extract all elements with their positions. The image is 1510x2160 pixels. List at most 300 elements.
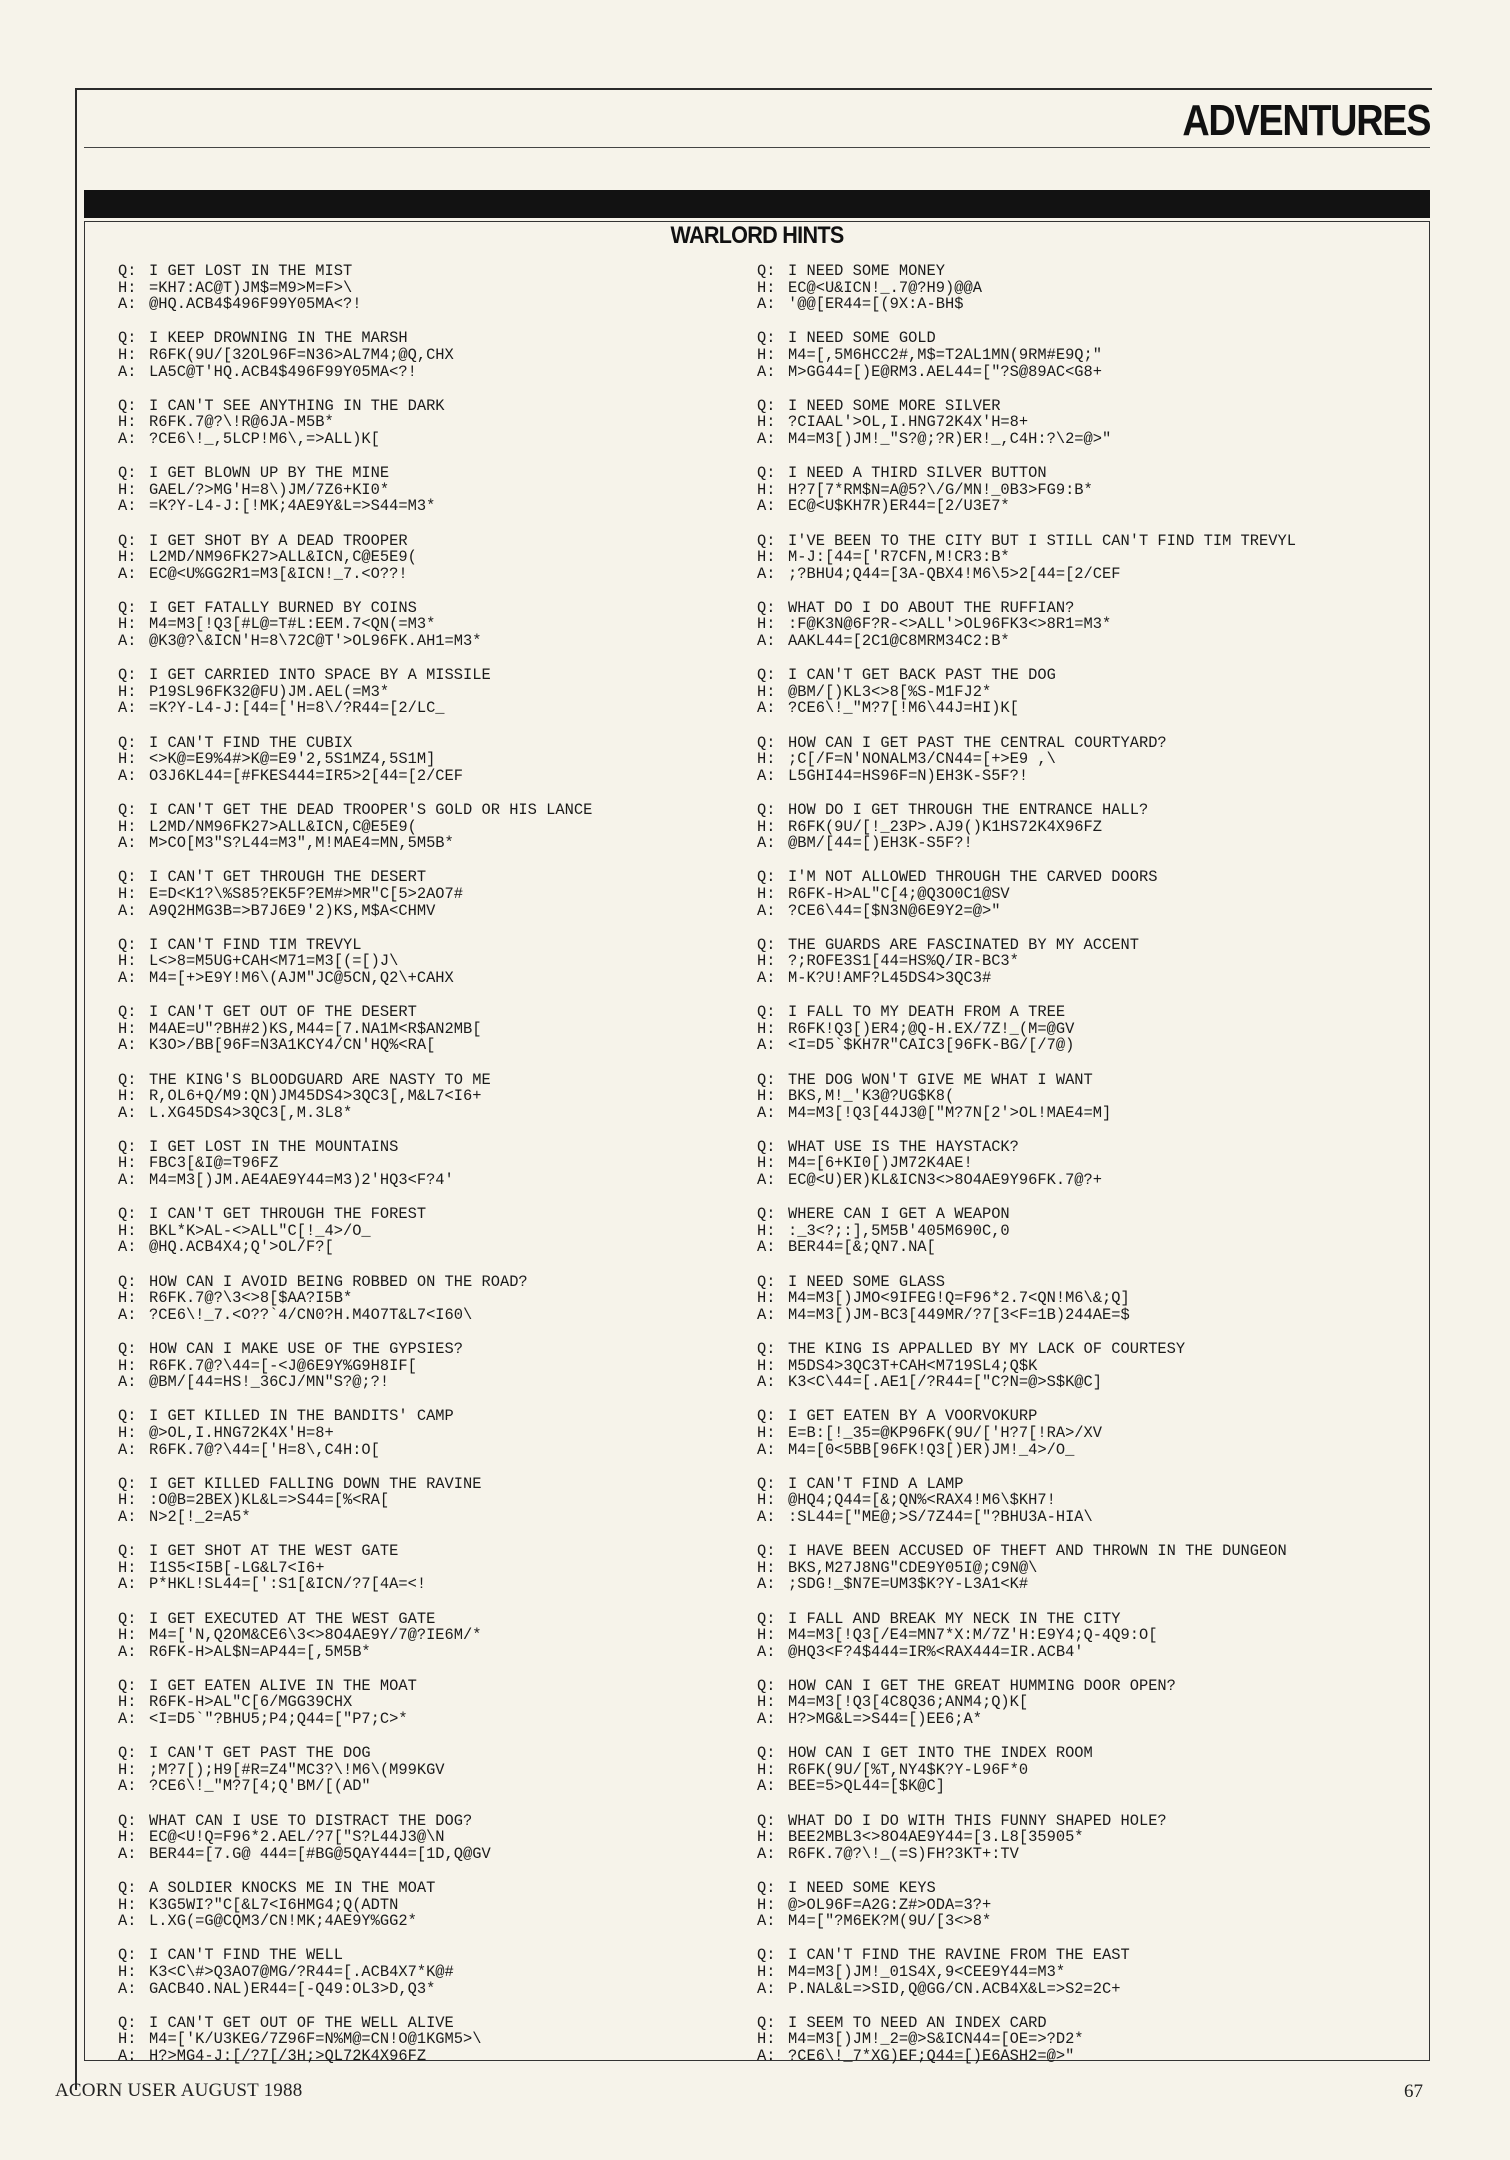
hint-line	[118, 1155, 738, 1172]
hint-line	[118, 280, 738, 297]
hint-line	[757, 684, 1407, 701]
answer-label: A:	[118, 497, 137, 516]
hint-label: H:	[118, 1693, 137, 1712]
hint-text: FBC3[&I@=T96FZ	[149, 1154, 279, 1173]
answer-text: GACB4O.NAL)ER44=[-Q49:OL3>D,Q3*	[149, 1979, 436, 1998]
answer-label: A:	[118, 1373, 137, 1392]
answer-label: A:	[118, 699, 137, 718]
header-black-bar	[84, 190, 1430, 218]
hint-label: H:	[118, 1154, 137, 1173]
question-line	[118, 1476, 738, 1493]
answer-text: L.XG45DS4>3QC3[,M.3L8*	[149, 1103, 353, 1122]
question-label: Q:	[118, 1946, 137, 1965]
question-text: I NEED SOME MONEY	[788, 262, 946, 280]
question-label: Q:	[118, 598, 137, 617]
question-label: Q:	[757, 1609, 776, 1628]
question-label: Q:	[118, 1474, 137, 1493]
answer-line	[757, 1172, 1407, 1189]
hint-entry	[118, 1072, 738, 1122]
hint-text: @>OL,I.HNG72K4X'H=8+	[149, 1423, 334, 1442]
section-title: ADVENTURES	[1182, 96, 1430, 145]
hint-line	[118, 1021, 738, 1038]
answer-text: BEE=5>QL44=[$K@C]	[788, 1777, 946, 1796]
hint-label: H:	[757, 1626, 776, 1645]
answer-line	[118, 296, 738, 313]
answer-label: A:	[757, 968, 776, 987]
hint-text: ?CIAAL'>OL,I.HNG72K4X'H=8+	[788, 413, 1029, 432]
hint-label: H:	[757, 345, 776, 364]
question-line	[118, 1678, 738, 1695]
answer-line	[118, 1644, 738, 1661]
hint-entry	[118, 1678, 738, 1728]
hint-text: R6FK-H>AL"C[6/MGG39CHX	[149, 1693, 353, 1712]
header-rule	[84, 147, 1430, 148]
answer-label: A:	[757, 1171, 776, 1190]
question-label: Q:	[757, 1879, 776, 1897]
hint-label: H:	[757, 750, 776, 769]
hint-label: H:	[118, 480, 137, 499]
hint-text: BKL*K>AL-<>ALL"C[!_4>/O_	[149, 1221, 371, 1240]
question-line	[118, 1947, 738, 1964]
hint-line	[118, 819, 738, 836]
answer-line	[757, 700, 1407, 717]
hint-text: R6FK.7@?\3<>8[$AA?I5B*	[149, 1289, 353, 1308]
answer-line	[118, 700, 738, 717]
hint-line	[118, 751, 738, 768]
question-label: Q:	[757, 464, 776, 483]
question-line	[118, 465, 738, 482]
answer-line	[757, 1239, 1407, 1256]
answer-line	[757, 364, 1407, 381]
hint-entry	[118, 263, 738, 313]
hint-line	[757, 1358, 1407, 1375]
question-label: Q:	[757, 531, 776, 550]
hint-line	[757, 414, 1407, 431]
answer-text: M>GG44=[)E@RM3.AEL44=["?S@89AC<G8+	[788, 362, 1103, 381]
question-label: Q:	[757, 666, 776, 685]
hint-line	[757, 549, 1407, 566]
question-text: HOW CAN I GET THE GREAT HUMMING DOOR OPEN?	[788, 1676, 1176, 1695]
question-text: I SEEM TO NEED AN INDEX CARD	[788, 2013, 1047, 2032]
hint-label: H:	[757, 2030, 776, 2049]
question-text: I'VE BEEN TO THE CITY BUT I STILL CAN'T FIND TIM TREVYL	[788, 531, 1296, 550]
hint-text: R6FK(9U/[32OL96F=N36>AL7M4;@Q,CHX	[149, 345, 454, 364]
hint-line	[757, 1694, 1407, 1711]
question-label: Q:	[757, 1137, 776, 1156]
question-line	[118, 533, 738, 550]
hint-text: ;M?7[);H9[#R=Z4"MC3?\!M6\(M99KGV	[149, 1760, 445, 1779]
hint-line	[118, 1492, 738, 1509]
hint-line	[757, 1290, 1407, 1307]
hint-text: R6FK!Q3[)ER4;@Q-H.EX/7Z!_(M=@GV	[788, 1019, 1075, 1038]
question-text: I FALL TO MY DEATH FROM A TREE	[788, 1003, 1066, 1022]
question-line	[118, 1004, 738, 1021]
question-label: Q:	[757, 1744, 776, 1763]
answer-line	[118, 835, 738, 852]
answer-line	[118, 1509, 738, 1526]
answer-text: L.XG(=G@CQM3/CN!MK;4AE9Y%GG2*	[149, 1912, 417, 1931]
question-text: THE KING'S BLOODGUARD ARE NASTY TO ME	[149, 1070, 491, 1089]
answer-label: A:	[118, 1036, 137, 1055]
question-line	[118, 1543, 738, 1560]
answer-label: A:	[118, 1171, 137, 1190]
hint-entry	[757, 1678, 1407, 1728]
answer-line	[757, 296, 1407, 313]
hint-label: H:	[757, 278, 776, 297]
answer-line	[757, 1981, 1407, 1998]
answer-label: A:	[757, 362, 776, 381]
answer-label: A:	[118, 1103, 137, 1122]
answer-label: A:	[118, 901, 137, 920]
question-text: I CAN'T GET BACK PAST THE DOG	[788, 666, 1056, 685]
answer-line	[757, 1374, 1407, 1391]
hint-text: M4=['N,Q2OM&CE6\3<>8O4AE9Y/7@?IE6M/*	[149, 1626, 482, 1645]
question-label: Q:	[757, 1542, 776, 1561]
answer-text: M4=["?M6EK?M(9U/[3<>8*	[788, 1912, 992, 1931]
answer-line	[757, 1913, 1407, 1930]
answer-label: A:	[757, 1507, 776, 1526]
question-text: I CAN'T FIND THE WELL	[149, 1946, 343, 1965]
hint-entry	[118, 465, 738, 515]
question-text: I GET CARRIED INTO SPACE BY A MISSILE	[149, 666, 491, 685]
question-label: Q:	[757, 1340, 776, 1358]
answer-text: K3<C\44=[.AE1[/?R44=["C?N=@>S$K@C]	[788, 1373, 1103, 1392]
answer-line	[118, 1374, 738, 1391]
question-text: I GET EATEN ALIVE IN THE MOAT	[149, 1676, 417, 1695]
answer-text: ?CE6\!_7*XG)EF;Q44=[)E6ASH2=@>"	[788, 2046, 1075, 2065]
hint-entry	[118, 1947, 738, 1997]
hint-line	[118, 684, 738, 701]
question-line	[757, 667, 1407, 684]
answer-label: A:	[757, 1575, 776, 1594]
hint-line	[757, 347, 1407, 364]
answer-label: A:	[118, 1642, 137, 1661]
hint-label: H:	[118, 615, 137, 634]
hint-line	[757, 1492, 1407, 1509]
question-label: Q:	[118, 1811, 137, 1830]
hint-entry	[118, 600, 738, 650]
hint-text: :O@B=2BEX)KL&L=>S44=[%<RA[	[149, 1491, 390, 1510]
answer-text: R6FK-H>AL$N=AP44=[,5M5B*	[149, 1642, 371, 1661]
question-line	[757, 1341, 1407, 1358]
hint-entry	[118, 1408, 738, 1458]
hint-text: M4=M3[)JMO<9IFEG!Q=F96*2.7<QN!M6\&;Q]	[788, 1289, 1130, 1308]
question-line	[757, 802, 1407, 819]
hint-label: H:	[118, 1558, 137, 1577]
answer-label: A:	[757, 1440, 776, 1459]
answer-text: ?CE6\!_7.<O??`4/CN0?H.M4O7T&L7<I60\	[149, 1305, 473, 1324]
answer-text: '@@[ER44=[(9X:A-BH$	[788, 295, 964, 314]
hint-line	[757, 482, 1407, 499]
answer-text: AAKL44=[2C1@C8MRM34C2:B*	[788, 632, 1010, 651]
question-line	[118, 1072, 738, 1089]
hint-entry	[118, 1004, 738, 1054]
answer-line	[757, 1509, 1407, 1526]
hint-text: R6FK(9U/[!_23P>.AJ9()K1HS72K4X96FZ	[788, 817, 1103, 836]
hint-label: H:	[757, 1087, 776, 1106]
answer-label: A:	[118, 632, 137, 651]
hint-line	[757, 751, 1407, 768]
hint-line	[118, 549, 738, 566]
hint-label: H:	[757, 1760, 776, 1779]
question-line	[118, 1813, 738, 1830]
question-label: Q:	[757, 1070, 776, 1089]
question-text: I CAN'T GET THROUGH THE DESERT	[149, 868, 427, 887]
hint-entry	[757, 1745, 1407, 1795]
hint-line	[757, 886, 1407, 903]
question-text: HOW CAN I GET INTO THE INDEX ROOM	[788, 1744, 1093, 1763]
answer-text: M4=[0<5BB[96FK!Q3[)ER)JM!_4>/O_	[788, 1440, 1075, 1459]
question-line	[118, 2015, 738, 2032]
question-label: Q:	[118, 1272, 137, 1291]
hint-text: M-J:[44=['R7CFN,M!CR3:B*	[788, 548, 1010, 567]
answer-text: ;SDG!_$N7E=UM3$K?Y-L3A1<K#	[788, 1575, 1029, 1594]
question-text: WHAT DO I DO ABOUT THE RUFFIAN?	[788, 598, 1075, 617]
answer-label: A:	[118, 2046, 137, 2065]
question-text: WHAT CAN I USE TO DISTRACT THE DOG?	[149, 1811, 473, 1830]
hint-text: L2MD/NM96FK27>ALL&ICN,C@E5E9(	[149, 548, 417, 567]
question-text: I CAN'T FIND TIM TREVYL	[149, 935, 362, 954]
question-text: HOW CAN I AVOID BEING ROBBED ON THE ROAD?	[149, 1272, 528, 1291]
answer-label: A:	[757, 1305, 776, 1324]
question-text: I NEED A THIRD SILVER BUTTON	[788, 464, 1047, 483]
question-text: HOW CAN I GET PAST THE CENTRAL COURTYARD?	[788, 733, 1167, 752]
hint-label: H:	[757, 480, 776, 499]
answer-label: A:	[757, 1979, 776, 1998]
hint-label: H:	[757, 1491, 776, 1510]
hint-text: K3G5WI?"C[&L7<I6HMG4;Q(ADTN	[149, 1895, 399, 1914]
answer-line	[118, 1239, 738, 1256]
answer-label: A:	[757, 295, 776, 314]
answer-label: A:	[118, 295, 137, 314]
answer-line	[118, 566, 738, 583]
hint-line	[757, 953, 1407, 970]
question-label: Q:	[118, 2013, 137, 2032]
question-label: Q:	[118, 1137, 137, 1156]
question-label: Q:	[118, 733, 137, 752]
question-label: Q:	[118, 666, 137, 685]
answer-line	[757, 903, 1407, 920]
answer-text: ;?BHU4;Q44=[3A-QBX4!M6\5>2[44=[2/CEF	[788, 564, 1121, 583]
hint-entry	[118, 1341, 738, 1391]
hint-line	[118, 1223, 738, 1240]
hint-entry	[118, 1543, 738, 1593]
question-line	[757, 1476, 1407, 1493]
question-text: HOW DO I GET THROUGH THE ENTRANCE HALL?	[788, 801, 1149, 819]
answer-line	[757, 566, 1407, 583]
hint-line	[118, 886, 738, 903]
hint-text: M4=M3[!Q3[#L@=T#L:EEM.7<QN(=M3*	[149, 615, 436, 634]
hint-entry	[757, 667, 1407, 717]
hint-text: P19SL96FK32@FU)JM.AEL(=M3*	[149, 682, 390, 701]
hint-line	[118, 1964, 738, 1981]
page-number: 67	[1404, 2081, 1423, 2102]
answer-label: A:	[757, 1912, 776, 1931]
hints-column-right	[757, 263, 1407, 2082]
question-line	[118, 1274, 738, 1291]
hint-text: ;C[/F=N'NONALM3/CN44=[+>E9 ,\	[788, 750, 1056, 769]
hint-line	[118, 482, 738, 499]
hint-line	[118, 1560, 738, 1577]
answer-line	[118, 903, 738, 920]
hint-entry	[757, 802, 1407, 852]
question-label: Q:	[118, 1744, 137, 1763]
answer-text: =K?Y-L4-J:[!MK;4AE9Y&L=>S44=M3*	[149, 497, 436, 516]
answer-text: @K3@?\&ICN'H=8\72C@T'>OL96FK.AH1=M3*	[149, 632, 482, 651]
question-line	[757, 937, 1407, 954]
article-title: WARLORD HINTS	[670, 222, 844, 249]
hint-label: H:	[757, 1962, 776, 1981]
hint-text: M4=M3[!Q3[4C8Q36;ANM4;Q)K[	[788, 1693, 1029, 1712]
answer-text: M-K?U!AMF?L45DS4>3QC3#	[788, 968, 992, 987]
hint-line	[118, 616, 738, 633]
hint-entry	[757, 1813, 1407, 1863]
hint-line	[757, 1560, 1407, 1577]
question-line	[757, 1543, 1407, 1560]
answer-text: :SL44=["ME@;>S/7Z44=["?BHU3A-HIA\	[788, 1507, 1093, 1526]
question-label: Q:	[757, 1407, 776, 1426]
answer-label: A:	[118, 1844, 137, 1863]
answer-label: A:	[757, 1777, 776, 1796]
question-line	[118, 330, 738, 347]
question-line	[757, 1611, 1407, 1628]
answer-label: A:	[757, 2046, 776, 2065]
answer-line	[118, 1711, 738, 1728]
hint-label: H:	[118, 1423, 137, 1442]
answer-label: A:	[118, 1440, 137, 1459]
answer-label: A:	[757, 901, 776, 920]
hint-text: M4=[6+KI0[)JM72K4AE!	[788, 1154, 973, 1173]
hint-entry	[757, 869, 1407, 919]
hint-entry	[757, 1611, 1407, 1661]
hint-text: L2MD/NM96FK27>ALL&ICN,C@E5E9(	[149, 817, 417, 836]
answer-text: @HQ.ACB4X4;Q'>OL/F?[	[149, 1238, 334, 1257]
answer-label: A:	[118, 1507, 137, 1526]
question-label: Q:	[118, 1407, 137, 1426]
hint-text: R6FK-H>AL"C[4;@Q3O0C1@SV	[788, 884, 1010, 903]
question-label: Q:	[757, 2013, 776, 2032]
answer-line	[757, 835, 1407, 852]
hint-label: H:	[757, 1895, 776, 1914]
hint-line	[757, 1223, 1407, 1240]
hint-label: H:	[757, 413, 776, 432]
question-text: I GET SHOT BY A DEAD TROOPER	[149, 531, 408, 550]
hint-text: M4=M3[)JM!_01S4X,9<CEE9Y44=M3*	[788, 1962, 1066, 1981]
question-label: Q:	[118, 1676, 137, 1695]
hint-entry	[757, 1408, 1407, 1458]
hint-line	[118, 414, 738, 431]
question-text: I NEED SOME GLASS	[788, 1272, 946, 1291]
hint-entry	[118, 802, 738, 852]
hint-text: BKS,M!_'K3@?UG$K8(	[788, 1087, 955, 1106]
answer-text: BER44=[7.G@ 444=[#BG@5QAY444=[1D,Q@GV	[149, 1844, 491, 1863]
hint-label: H:	[757, 1356, 776, 1375]
hint-text: =KH7:AC@T)JM$=M9>M=F>\	[149, 278, 353, 297]
answer-text: O3J6KL44=[#FKES444=IR5>2[44=[2/CEF	[149, 766, 464, 785]
hint-text: E=D<K1?\%S85?EK5F?EM#>MR"C[5>2AO7#	[149, 884, 464, 903]
answer-label: A:	[118, 1979, 137, 1998]
question-label: Q:	[757, 1272, 776, 1291]
hint-entry	[118, 1880, 738, 1930]
answer-line	[757, 498, 1407, 515]
answer-line	[118, 1172, 738, 1189]
hint-line	[118, 2031, 738, 2048]
hint-entry	[757, 735, 1407, 785]
question-line	[757, 330, 1407, 347]
hint-line	[757, 1425, 1407, 1442]
question-text: I GET LOST IN THE MOUNTAINS	[149, 1137, 399, 1156]
hint-line	[118, 1829, 738, 1846]
question-line	[757, 869, 1407, 886]
hint-entry	[757, 533, 1407, 583]
hint-text: H?7[7*RM$N=A@5?\/G/MN!_0B3>FG9:B*	[788, 480, 1093, 499]
hint-line	[757, 1627, 1407, 1644]
hint-label: H:	[757, 1289, 776, 1308]
answer-line	[118, 364, 738, 381]
answer-text: BER44=[&;QN7.NA[	[788, 1238, 936, 1257]
hint-entry	[118, 533, 738, 583]
answer-line	[118, 2048, 738, 2065]
question-line	[118, 735, 738, 752]
hint-entry	[757, 2015, 1407, 2065]
answer-line	[118, 1981, 738, 1998]
hint-entry	[118, 2015, 738, 2065]
hint-text: <>K@=E9%4#>K@=E9'2,5S1MZ4,5S1M]	[149, 750, 436, 769]
answer-text: <I=D5`$KH7R"CAIC3[96FK-BG/[/7@)	[788, 1036, 1075, 1055]
answer-label: A:	[757, 497, 776, 516]
hint-entry	[118, 398, 738, 448]
hint-entry	[757, 1206, 1407, 1256]
answer-label: A:	[118, 766, 137, 785]
hint-text: K3<C\#>Q3AO7@MG/?R44=[.ACB4X7*K@#	[149, 1962, 454, 1981]
hint-label: H:	[118, 413, 137, 432]
answer-text: K3O>/BB[96F=N3A1KCY4/CN'HQ%<RA[	[149, 1036, 436, 1055]
question-line	[757, 735, 1407, 752]
hint-line	[118, 1694, 738, 1711]
hint-entry	[118, 1745, 738, 1795]
hint-entry	[757, 398, 1407, 448]
answer-text: =K?Y-L4-J:[44=['H=8\/?R44=[2/LC_	[149, 699, 445, 718]
question-text: I GET FATALLY BURNED BY COINS	[149, 598, 417, 617]
question-line	[118, 1880, 738, 1897]
question-line	[757, 398, 1407, 415]
question-label: Q:	[757, 598, 776, 617]
answer-label: A:	[757, 1036, 776, 1055]
hint-label: H:	[118, 1962, 137, 1981]
answer-line	[118, 1105, 738, 1122]
question-label: Q:	[118, 1340, 137, 1358]
hint-line	[118, 1762, 738, 1779]
hint-text: M4=[,5M6HCC2#,M$=T2AL1MN(9RM#E9Q;"	[788, 345, 1103, 364]
answer-text: R6FK.7@?\44=['H=8\,C4H:O[	[149, 1440, 380, 1459]
answer-label: A:	[118, 1912, 137, 1931]
answer-label: A:	[118, 834, 137, 853]
hint-label: H:	[118, 2030, 137, 2049]
answer-line	[118, 1442, 738, 1459]
question-text: I CAN'T FIND THE RAVINE FROM THE EAST	[788, 1946, 1130, 1965]
hint-label: H:	[757, 1423, 776, 1442]
answer-line	[118, 768, 738, 785]
question-text: I CAN'T SEE ANYTHING IN THE DARK	[149, 396, 445, 415]
hint-text: E=B:[!_35=@KP96FK(9U/['H?7[!RA>/XV	[788, 1423, 1103, 1442]
answer-text: @BM/[44=[)EH3K-S5F?!	[788, 834, 973, 853]
answer-label: A:	[118, 362, 137, 381]
hint-text: @BM/[)KL3<>8[%S-M1FJ2*	[788, 682, 992, 701]
answer-text: EC@<U$KH7R)ER44=[2/U3E7*	[788, 497, 1010, 516]
answer-line	[757, 1442, 1407, 1459]
question-label: Q:	[118, 396, 137, 415]
answer-line	[757, 1307, 1407, 1324]
